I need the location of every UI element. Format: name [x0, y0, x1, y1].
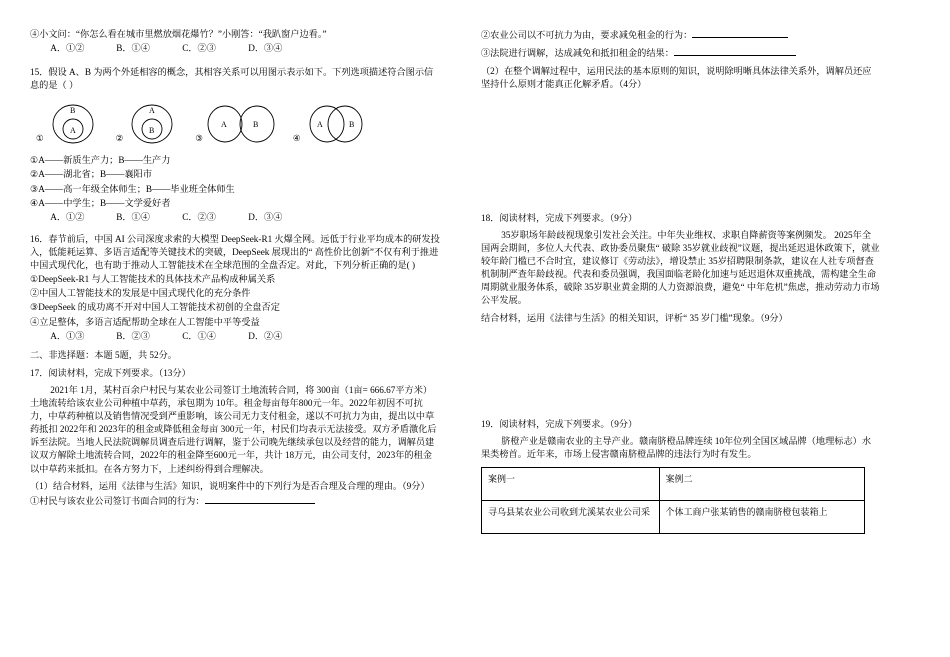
q15-option-a: A．①② — [50, 212, 85, 223]
q17-sub1-item-2 — [481, 28, 880, 42]
q15-option-c: C．②③ — [182, 212, 216, 223]
q17-title — [30, 367, 441, 380]
q17-sub1: （1）结合材料，运用《法律与生活》知识，说明案件中的下列行为是否合理及合理的理由。（9分） — [30, 480, 430, 491]
venn-label-3: ③ — [195, 132, 203, 143]
q16-options — [30, 330, 441, 343]
venn-svg-4 — [303, 98, 369, 146]
q17-sub1-item-1-text: ①村民与该农业公司签订书面合同的行为： — [30, 495, 205, 506]
q15-option-b: B．①④ — [116, 212, 150, 223]
svg-text:B: B — [252, 119, 259, 129]
q15-item-3: ③A——高一年级全体师生；B——毕业班全体师生 — [30, 183, 235, 194]
q16-item-2: ②中国人工智能技术的发展是中国式现代化的充分条件 — [30, 288, 251, 299]
venn-svg-3 — [205, 98, 277, 146]
q19-body: 脐橙产业是赣南农业的主导产业。赣南脐橙品牌连续 10年位列全国区域品牌（地理标志）水果类榜首。近年来，市场上侵害赣南脐橙品牌的违法行为时有发生。 — [481, 435, 872, 459]
table-header-case-1: 案例一 — [482, 468, 660, 501]
q15-item-4: ④A——中学生；B——文学爱好者 — [30, 197, 171, 208]
question-16 — [30, 233, 441, 344]
q16-number: 16． — [30, 233, 49, 244]
venn-figure-3 — [195, 98, 277, 146]
venn-label-2: ② — [115, 132, 124, 143]
q16-option-d: D．②④ — [248, 331, 283, 342]
venn-figure-4 — [293, 98, 369, 146]
q16-stem-text: 春节前后，中国 AI 公司深度求索的大模型 DeepSeek-R1 火爆全网。远低于行业平均成本的研发投入，低能耗运算、多语言适配等关键技术的突破，DeepSeek 展现出的“ 高性价比创新”不仅有利于推进中国式现代化，也有助于推动人工智能技术在全球范围的全盘否定。对此，下列分析正确的是( ) — [30, 233, 440, 270]
two-column-layout — [30, 28, 920, 648]
question-19 — [481, 418, 880, 534]
q18-title — [481, 212, 880, 225]
q14-option-c: C．②③ — [182, 43, 216, 54]
q17-sub2: （2）在整个调解过程中，运用民法的基本原则的知识，说明除明晰具体法律关系外，调解员还应坚持什么原则才能真正化解矛盾。（4分） — [481, 65, 872, 89]
q18-question: 结合材料，运用《法律与生活》的相关知识，评析“ 35 岁门槛”现象。（9分） — [481, 312, 788, 323]
q16-option-c: C．①④ — [182, 331, 216, 342]
q16-item-4: ④立足整体，多语言适配帮助全球在人工智能中平等受益 — [30, 316, 260, 327]
table-row — [482, 501, 865, 534]
svg-text:A: A — [69, 125, 76, 135]
q15-item-1: ①A——新质生产力；B——生产力 — [30, 154, 171, 165]
q17-sub1-item-1 — [30, 494, 441, 508]
q17-title-text: 阅读材料，完成下列要求。（13分） — [48, 367, 191, 378]
svg-text:B: B — [149, 125, 155, 135]
q14-option-4: ④小文问：“你怎么看在城市里燃放烟花爆竹？”小刚答：“我趴窗户边看。” — [30, 29, 327, 39]
left-column — [30, 28, 455, 648]
q18-body: 35岁职场年龄歧视现象引发社会关注。中年失业维权、求职自降薪资等案例频发。 2025年全国两会期间，多位人大代表、政协委员聚焦“ 破除 35岁就业歧视”议题，提出延迟退休政策下，就业较年龄门槛已不合时宜，建议修订《劳动法》，增设禁止 35岁招聘限制条款，建议在人社专项督查机制制严查年龄歧视。代表和委员强调，我国面临老龄化加速与延迟退休双重挑战，需构建全生命周期就业服务体系，破除 35岁职业黄金期的人力资源浪费，避免“ 中年危机”焦虑，推动劳动力市场公平发展。 — [481, 230, 880, 306]
q17-body: 2021年 1月，某村百余户村民与某农业公司签订土地流转合同，将 300亩（1亩= 666.67平方米）土地流转给该农业公司种植中草药，承包期为 10年。租金每亩每年800元一年。2022年初因不可抗力，中草药种植以及销售情况受到严重影响，该公司无力支付租金，遂以不可抗力为由，提出以中草药抵扣 2022年和 2023年的租金或降低租金每亩 300元一年，村民们均表示无法接受。双方矛盾激化后诉至法院。当地人民法院调解员调查后进行调解，鉴于公司晚先继续承包以及经营的能力，调解员建议双方解除土地流转合同，2022年的租金降至600元一年，共计 18万元，由公司支付，2023年的租金以中草药来抵扣。在各方努力下，上述纠纷得到合理解决。 — [30, 385, 437, 474]
q19-title — [481, 418, 880, 431]
q17-number: 17． — [30, 367, 49, 378]
venn-figure-1 — [36, 98, 100, 146]
q17-sub1-item-3 — [481, 46, 880, 60]
q14-option-b: B．①④ — [116, 43, 150, 54]
q15-options — [30, 211, 441, 224]
q15-number: 15． — [30, 66, 49, 77]
q14-option-a: A．①② — [50, 43, 85, 54]
venn-svg-1 — [46, 98, 100, 146]
svg-text:B: B — [348, 119, 354, 129]
q14-option-d: D．③④ — [248, 43, 283, 54]
answer-blank[interactable] — [692, 28, 788, 38]
q18-number: 18． — [481, 212, 500, 223]
q18-title-text: 阅读材料，完成下列要求。（9分） — [499, 212, 638, 223]
question-15 — [30, 66, 441, 225]
venn-label-1: ① — [36, 132, 44, 143]
q16-option-b: B．②③ — [116, 331, 150, 342]
answer-blank[interactable] — [205, 494, 315, 504]
q14-options — [30, 42, 441, 55]
right-column — [455, 28, 880, 648]
q15-item-2: ②A——湖北省；B——襄阳市 — [30, 169, 153, 180]
q16-stem — [30, 233, 441, 272]
section-2-title: 二、非选择题：本题 5题，共 52分。 — [30, 350, 177, 361]
q16-option-a: A．①③ — [50, 331, 85, 342]
question-18 — [481, 212, 880, 325]
q15-stem-text: 假设 A、B 为两个外延相容的概念，其相容关系可以用图示表示如下。下列选项描述符合图示信息的是（ ） — [30, 66, 434, 90]
svg-text:A: A — [220, 119, 227, 129]
q19-case-table — [481, 467, 865, 534]
q16-item-1: ①DeepSeek-R1 与人工智能技术的具体技术产品构成种属关系 — [30, 273, 276, 284]
svg-text:A: A — [316, 119, 323, 129]
table-header-case-2: 案例二 — [659, 468, 864, 501]
table-cell-case-2-body: 个体工商户张某销售的赣南脐橙包装箱上 — [659, 501, 864, 534]
table-row — [482, 468, 865, 501]
venn-figure-2 — [116, 98, 180, 146]
q15-venn-figures — [36, 96, 441, 148]
table-cell-case-1-body: 寻乌县某农业公司收到尤溪某农业公司采 — [482, 501, 660, 534]
answer-blank[interactable] — [674, 46, 796, 56]
q17-sub1-item-3-text: ③法院进行调解，达成减免和抵扣租金的结果： — [481, 48, 674, 59]
q19-number: 19． — [481, 418, 500, 429]
svg-text:A: A — [149, 105, 156, 115]
question-17 — [30, 367, 441, 508]
venn-svg-2 — [125, 98, 179, 146]
venn-label-4: ④ — [292, 132, 301, 143]
q15-option-d: D．③④ — [248, 212, 283, 223]
q19-title-text: 阅读材料，完成下列要求。（9分） — [499, 418, 638, 429]
q15-stem — [30, 66, 441, 92]
q17-sub1-item-2-text: ②农业公司以不可抗力为由，要求减免租金的行为： — [481, 30, 693, 40]
q16-item-3: ③DeepSeek 的成功离不开对中国人工智能技术初创的全盘否定 — [30, 302, 280, 313]
svg-text:B: B — [69, 105, 75, 115]
